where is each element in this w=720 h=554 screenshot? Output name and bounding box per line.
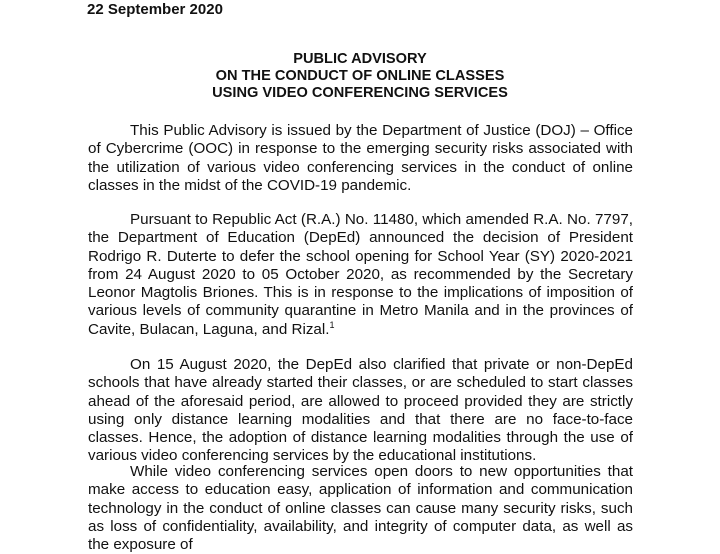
paragraph-republic-act — [88, 211, 633, 339]
title-line: PUBLIC ADVISORY — [293, 51, 427, 67]
paragraph-intro — [88, 122, 633, 195]
document-title — [0, 51, 720, 102]
paragraph-text: This Public Advisory is issued by the Department of Justice (DOJ) – Office of Cybercrime (OOC) in response to the emerging security risks associated with the utilization of various video conferencing services in the conduct of online classes in the midst of the COVID-19 pandemic. — [88, 122, 633, 194]
title-line: USING VIDEO CONFERENCING SERVICES — [212, 85, 508, 101]
paragraph-deped-clarification — [88, 356, 633, 466]
footnote-marker: 1 — [329, 319, 335, 330]
paragraph-security-risks — [88, 463, 633, 554]
title-line: ON THE CONDUCT OF ONLINE CLASSES — [215, 68, 505, 84]
paragraph-text: On 15 August 2020, the DepEd also clarified that private or non-DepEd schools that have already started their classes, or are scheduled to start classes ahead of the aforesaid period, are allowed to proceed provided they are strictly using only distance learning modalities and that there are no face-to-face classes. Hence, the adoption of distance learning modalities through the use of various video conferencing services by the educational institutions. — [88, 356, 633, 465]
paragraph-text: Pursuant to Republic Act (R.A.) No. 11480, which amended R.A. No. 7797, the Department of Education (DepEd) announced the decision of President Rodrigo R. Duterte to defer the school opening for School Year (SY) 2020-2021 from 24 August 2020 to 05 October 2020, as recommended by the Secretary Leonor Magtolis Briones. This is in response to the implications of imposition of various levels of community quarantine in Metro Manila and in the provinces of Cavite, Bulacan, Laguna, and Rizal. — [88, 211, 633, 338]
paragraph-text: While video conferencing services open doors to new opportunities that make access to education easy, application of information and communication technology in the conduct of online classes can cause many security risks, such as loss of confidentiality, availability, and integrity of computer data, as well as the exposure of — [88, 463, 633, 554]
document-date: 22 September 2020 — [87, 1, 223, 18]
